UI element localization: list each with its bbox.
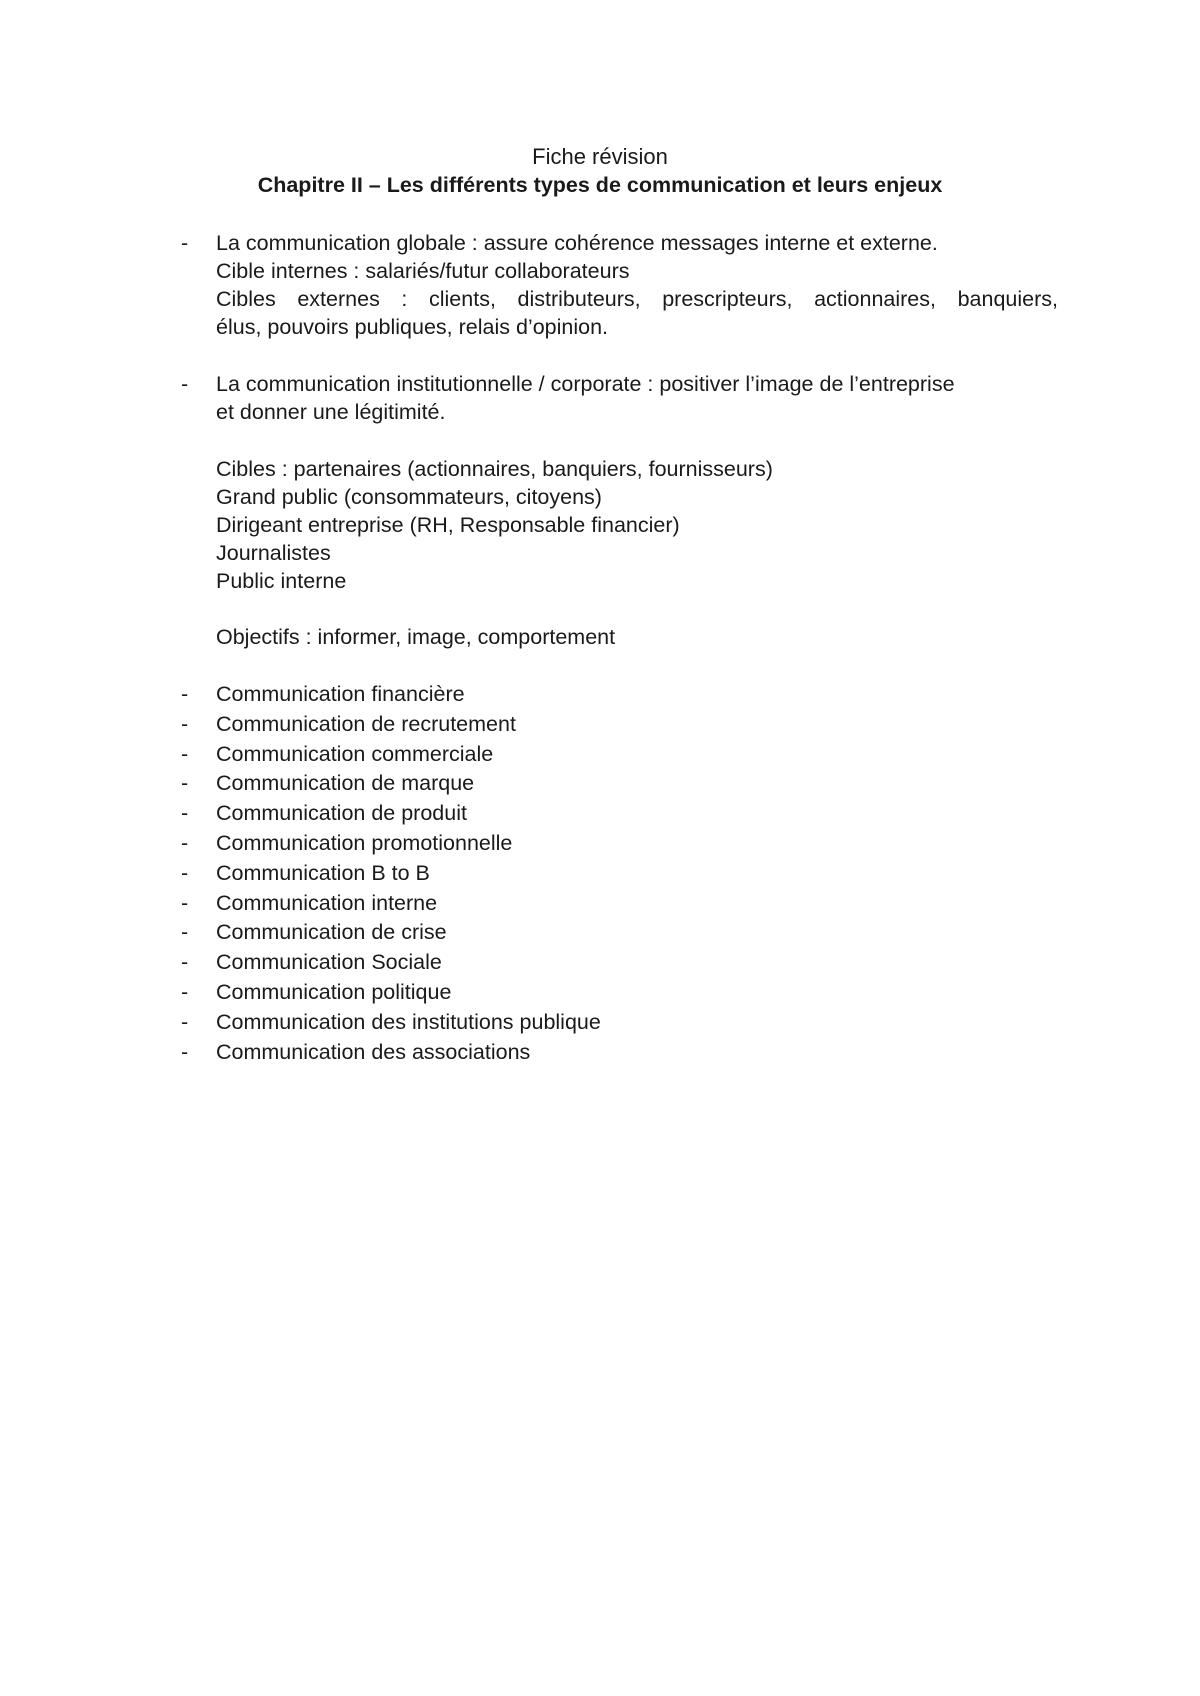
bullet-dash: - (181, 682, 189, 706)
institutionnelle-line: La communication institutionnelle / corporate : positiver l’image de l’entreprise (216, 372, 955, 396)
list-item: Communication de produit (216, 801, 467, 825)
list-item: Communication de crise (216, 920, 447, 944)
bullet-dash: - (181, 920, 189, 944)
bullet-dash: - (181, 1040, 189, 1064)
list-item: Communication des associations (216, 1040, 531, 1064)
institutionnelle-line: et donner une légitimité. (216, 400, 446, 424)
list-item: Communication interne (216, 891, 438, 915)
bullet-dash: - (181, 372, 189, 396)
globale-line: Cible internes : salariés/futur collaborateurs (216, 259, 630, 283)
bullet-dash: - (181, 231, 189, 255)
list-item: Communication financière (216, 682, 465, 706)
list-item: Communication des institutions publique (216, 1010, 601, 1034)
list-item: Communication B to B (216, 861, 430, 885)
globale-line: élus, pouvoirs publiques, relais d’opinion. (216, 315, 609, 339)
cibles-line: Grand public (consommateurs, citoyens) (216, 485, 602, 509)
bullet-dash: - (181, 891, 189, 915)
globale-line: Cibles externes : clients, distributeurs, prescripteurs, actionnaires, banquiers, (216, 287, 1058, 311)
cibles-line: Public interne (216, 569, 347, 593)
cibles-line: Dirigeant entreprise (RH, Responsable financier) (216, 513, 680, 537)
bullet-dash: - (181, 742, 189, 766)
bullet-dash: - (181, 980, 189, 1004)
list-item: Communication promotionnelle (216, 831, 513, 855)
bullet-dash: - (181, 950, 189, 974)
cibles-line: Journalistes (216, 541, 331, 565)
list-item: Communication Sociale (216, 950, 442, 974)
globale-line: La communication globale : assure cohérence messages interne et externe. (216, 231, 938, 255)
bullet-dash: - (181, 831, 189, 855)
bullet-dash: - (181, 861, 189, 885)
bullet-dash: - (181, 712, 189, 736)
document-title: Fiche révision (532, 144, 668, 169)
list-item: Communication de recrutement (216, 712, 516, 736)
list-item: Communication de marque (216, 771, 475, 795)
bullet-dash: - (181, 801, 189, 825)
bullet-dash: - (181, 771, 189, 795)
objectifs-line: Objectifs : informer, image, comportement (216, 625, 616, 649)
list-item: Communication commerciale (216, 742, 494, 766)
cibles-line: Cibles : partenaires (actionnaires, banquiers, fournisseurs) (216, 457, 773, 481)
chapter-heading: Chapitre II – Les différents types de communication et leurs enjeux (257, 173, 943, 197)
bullet-dash: - (181, 1010, 189, 1034)
list-item: Communication politique (216, 980, 452, 1004)
